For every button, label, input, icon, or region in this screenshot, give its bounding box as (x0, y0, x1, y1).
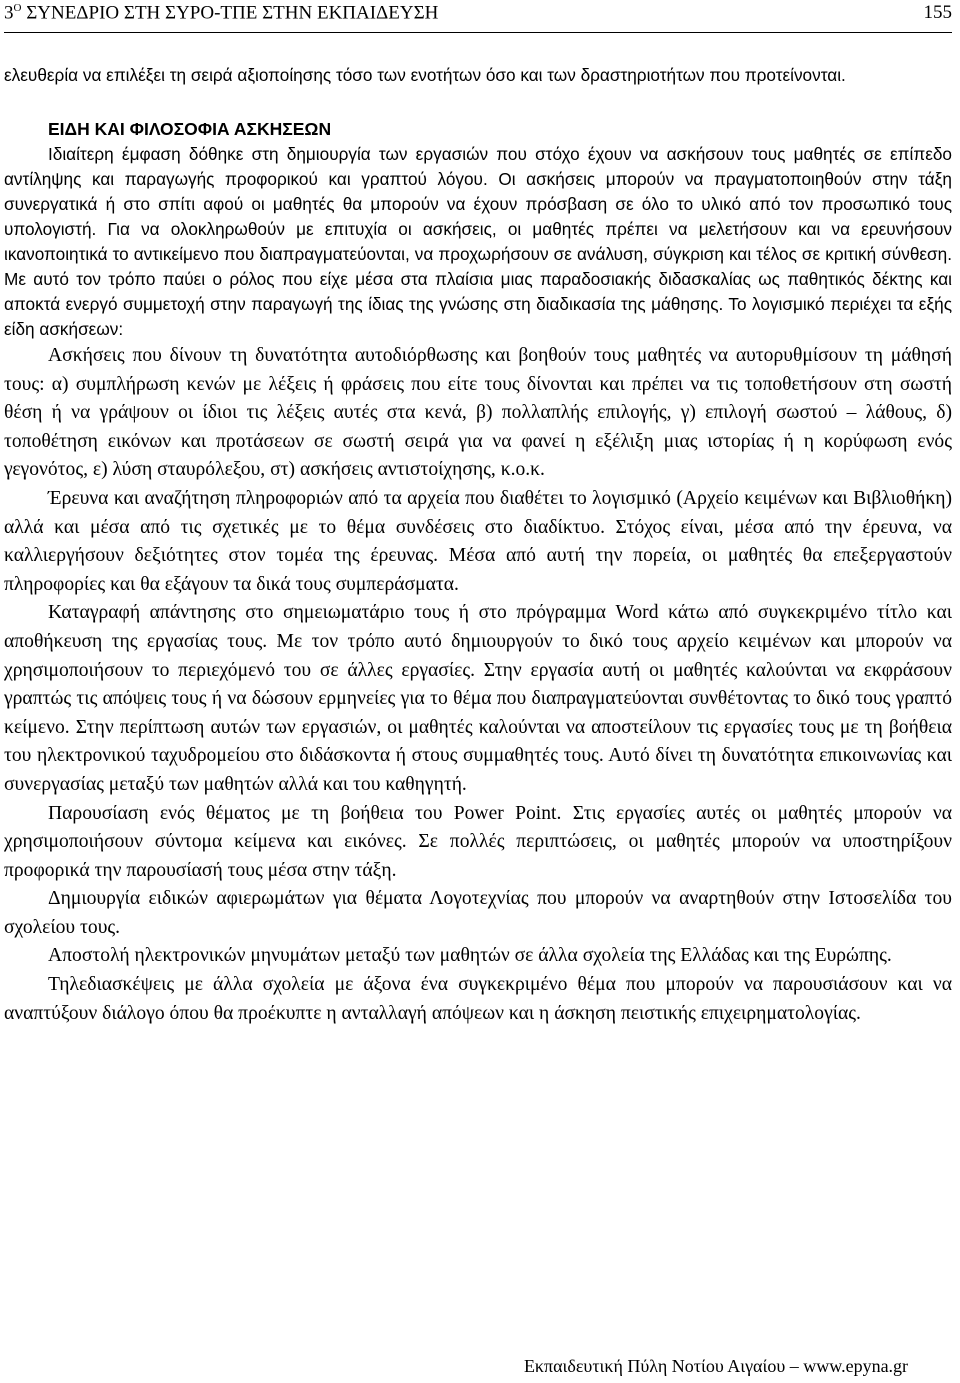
exercise-paragraph-7: Τηλεδιασκέψεις με άλλα σχολεία με άξονα ένα συγκεκριμένο θέμα που μπορούν να παρουσιάσουν και να αναπτύξουν διάλογο όπου θα προέκυπτε η ανταλλαγή απόψεων και η άσκηση πειστικής επιχειρηματολογίας. (4, 974, 952, 1024)
page-number: 155 (923, 2, 952, 23)
conference-ordinal: 3 (4, 2, 14, 24)
conference-title (4, 2, 438, 24)
exercise-paragraph-2: Έρευνα και αναζήτηση πληροφοριών από τα αρχεία που διαθέτει το λογισμικό (Αρχείο κειμένων και Βιβλιοθήκη) αλλά και μέσα από τις σχετικές με το θέμα συνδέσεις στο διαδίκτυο. Στόχος είναι, μέσα από την έρευνα, να καλλιεργήσουν δεξιότητες στον τομέα της έρευνας. Μέσα από αυτή την πορεία, οι μαθητές θα επεξεργαστούν πληροφορίες και θα εξάγουν τα δικά τους συμπεράσματα. (4, 487, 952, 595)
exercise-paragraph-3: Καταγραφή απάντησης στο σημειωματάριο τους ή στο πρόγραμμα Word κάτω από συγκεκριμένο τίτλο και αποθήκευση της εργασίας τους. Με τον τρόπο αυτό δημιουργούν το δικό τους αρχείο κειμένων και μπορούν να χρησιμοποιήσουν το περιεχόμενό του σε άλλες εργασίες. Στην εργασία αυτή οι μαθητές καλούνται να εκφράσουν γραπτώς τις απόψεις τους ή να δώσουν ερμηνείες για το θέμα που διαπραγματεύονται συνθέτοντας το δικό τους γραπτό κείμενο. Στην περίπτωση αυτών των εργασιών, οι μαθητές καλούνται να αποστείλουν τις εργασίες τους με τη βοήθεια του ηλεκτρονικού ταχυδρομείου στο διδάσκοντα ή στους συμμαθητές τους. Αυτό δίνει τη δυνατότητα επικοινωνίας και συνεργασίας μεταξύ των μαθητών αλλά και του καθηγητή. (4, 602, 952, 795)
exercise-paragraph-5: Δημιουργία ειδικών αφιερωμάτων για θέματα Λογοτεχνίας που μπορούν να αναρτηθούν στην Ιστοσελίδα του σχολείου τους. (4, 888, 952, 938)
section-heading: ΕΙΔΗ ΚΑΙ ΦΙΛΟΣΟΦΙΑ ΑΣΚΗΣΕΩΝ (48, 119, 332, 139)
footer-text: Εκπαιδευτική Πύλη Νοτίου Αιγαίου – www.epyna.gr (523, 1356, 909, 1376)
conference-name: ΣΥΝΕΔΡΙΟ ΣΤΗ ΣΥΡΟ-ΤΠΕ ΣΤΗΝ ΕΚΠΑΙΔΕΥΣΗ (26, 2, 439, 24)
exercise-paragraph-4: Παρουσίαση ενός θέματος με τη βοήθεια του Power Point. Στις εργασίες αυτές οι μαθητές μπορούν να χρησιμοποιήσουν σύντομα κείμενα και εικόνες. Σε πολλές περιπτώσεις, οι μαθητές μπορούν να υποστηρίξουν προφορικά την παρουσίασή τους μέσα στην τάξη. (4, 802, 952, 881)
section-paragraph: Ιδιαίτερη έμφαση δόθηκε στη δημιουργία των εργασιών που στόχο έχουν να ασκήσουν τους μαθητές σε επίπεδο αντίληψης και παραγωγής προφορικού και γραπτού λόγου. Οι ασκήσεις μπορούν να πραγματοποιηθούν στην τάξη συνεργατικά ή στο σπίτι αφού οι μαθητές θα μπορούν να έχουν πρόσβαση σε όλο το υλικό από τον προσωπικό τους υπολογιστή. Για να ολοκληρωθούν με επιτυχία οι ασκήσεις, οι μαθητές πρέπει να μελετήσουν και να ερευνήσουν ικανοποιητικά το αντικείμενο που διαπραγματεύονται, να προχωρήσουν σε ανάλυση, σύγκριση και τέλος σε κριτική σύνθεση. Με αυτό τον τρόπο παύει ο ρόλος που είχε μέσα στα πλαίσια μιας παραδοσιακής διδασκαλίας ως παθητικός δέκτης και αποκτά ενεργό συμμετοχή στην παραγωγή της ίδιας της γνώσης στη διαδικασία της μάθησης. Το λογισμικό περιέχει τα εξής είδη ασκήσεων: (4, 144, 952, 339)
paragraph-gap (4, 88, 952, 117)
exercise-paragraph-6: Αποστολή ηλεκτρονικών μηνυμάτων μεταξύ των μαθητών σε άλλα σχολεία της Ελλάδας και της Ευρώπης. (48, 945, 892, 967)
running-header (4, 0, 952, 36)
intro-paragraph: ελευθερία να επιλέξει τη σειρά αξιοποίησης τόσο των ενοτήτων όσο και των δραστηριοτήτων που προτείνονται. (4, 65, 846, 85)
document-body (4, 63, 952, 1028)
ordinal-suffix: Ο (13, 2, 22, 14)
header-rule (4, 32, 952, 33)
page-footer (0, 1356, 960, 1377)
exercise-paragraph-1: Ασκήσεις που δίνουν τη δυνατότητα αυτοδιόρθωσης και βοηθούν τους μαθητές να αυτορυθμίσουν τη μάθησή τους: α) συμπλήρωση κενών με λέξεις ή φράσεις που είτε τους δίνονται και πρέπει να τις τοποθετήσουν στη σωστή θέση ή να γράψουν οι ίδιοι τις λέξεις αυτές στα κενά, β) πολλαπλής επιλογής, γ) επιλογή σωστού – λάθους, δ) τοποθέτηση εικόνων και προτάσεων σε σωστή σειρά για να φανεί η εξέλιξη μιας ιστορίας ή η κορύφωση ενός γεγονότος, ε) λύση σταυρόλεξου, στ) ασκήσεις αντιστοίχησης, κ.ο.κ. (4, 345, 952, 481)
